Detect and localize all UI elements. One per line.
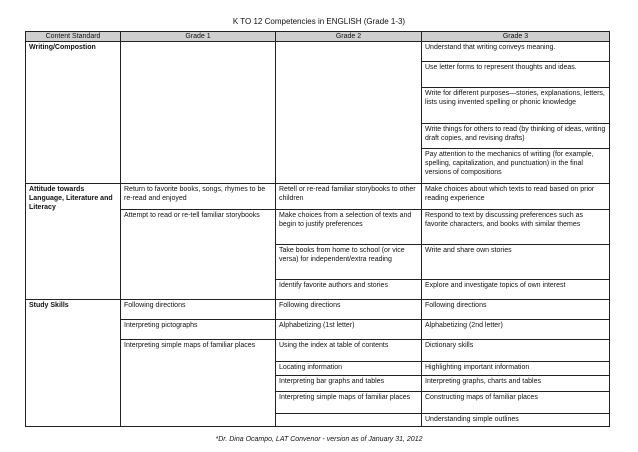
header-content-standard: Content Standard	[26, 32, 121, 42]
cell-g2: Locating information	[276, 362, 422, 376]
standard-writing: Writing/Compostion	[26, 42, 121, 184]
cell-g3: Understanding simple outlines	[422, 414, 610, 427]
table-row	[26, 184, 610, 210]
cell-g2: Using the index at table of contents	[276, 340, 422, 362]
competencies-table	[25, 31, 610, 427]
header-grade-2: Grade 2	[276, 32, 422, 42]
cell-g2: Interpreting simple maps of familiar places	[276, 392, 422, 414]
header-grade-1: Grade 1	[121, 32, 276, 42]
cell-g2: Make choices from a selection of texts and begin to justify preferences	[276, 210, 422, 245]
cell-g2	[276, 414, 422, 427]
header-grade-3: Grade 3	[422, 32, 610, 42]
cell-g2	[276, 42, 422, 184]
cell-g3: Make choices about which texts to read based on prior reading experience	[422, 184, 610, 210]
cell-g2: Following directions	[276, 300, 422, 320]
cell-g1: Attempt to read or re-tell familiar storybooks	[121, 210, 276, 300]
cell-g3: Use letter forms to represent thoughts and ideas.	[422, 62, 610, 88]
cell-g1: Interpreting simple maps of familiar places	[121, 340, 276, 427]
document-title: K TO 12 Competencies in ENGLISH (Grade 1-3)	[232, 17, 406, 26]
cell-g3: Write and share own stories	[422, 245, 610, 280]
cell-g2: Retell or re-read familiar storybooks to other children	[276, 184, 422, 210]
standard-study-skills: Study Skills	[26, 300, 121, 427]
cell-g3: Pay attention to the mechanics of writing (for example, spelling, capitalization, and punctuation) in the final versions of compositions	[422, 149, 610, 184]
header-row	[26, 32, 610, 42]
cell-g2: Identify favorite authors and stories	[276, 280, 422, 300]
standard-attitude: Attitude towards Language, Literature and Literacy	[26, 184, 121, 300]
cell-g3: Following directions	[422, 300, 610, 320]
cell-g3: Alphabetizing (2nd letter)	[422, 320, 610, 340]
cell-g1: Following directions	[121, 300, 276, 320]
cell-g1	[121, 42, 276, 184]
footer-note: *Dr. Dina Ocampo, LAT Convenor - version as of January 31, 2012	[215, 436, 423, 443]
cell-g1: Interpreting pictographs	[121, 320, 276, 340]
table-row	[26, 300, 610, 320]
cell-g3: Write things for others to read (by thinking of ideas, writing draft copies, and revising drafts)	[422, 124, 610, 149]
cell-g2: Take books from home to school (or vice versa) for independent/extra reading	[276, 245, 422, 280]
cell-g3: Respond to text by discussing preferences such as favorite characters, and books with similar themes	[422, 210, 610, 245]
cell-g3: Dictionary skills	[422, 340, 610, 362]
table-row	[26, 42, 610, 62]
cell-g3: Interpreting graphs, charts and tables	[422, 376, 610, 392]
cell-g3: Constructing maps of familiar places	[422, 392, 610, 414]
cell-g2: Interpreting bar graphs and tables	[276, 376, 422, 392]
cell-g2: Alphabetizing (1st letter)	[276, 320, 422, 340]
cell-g3: Explore and investigate topics of own interest	[422, 280, 610, 300]
cell-g3: Highlighting important information	[422, 362, 610, 376]
cell-g3: Understand that writing conveys meaning.	[422, 42, 610, 62]
cell-g3: Write for different purposes—stories, explanations, letters, lists using invented spelling or phonic knowledge	[422, 88, 610, 124]
cell-g1: Return to favorite books, songs, rhymes to be re-read and enjoyed	[121, 184, 276, 210]
